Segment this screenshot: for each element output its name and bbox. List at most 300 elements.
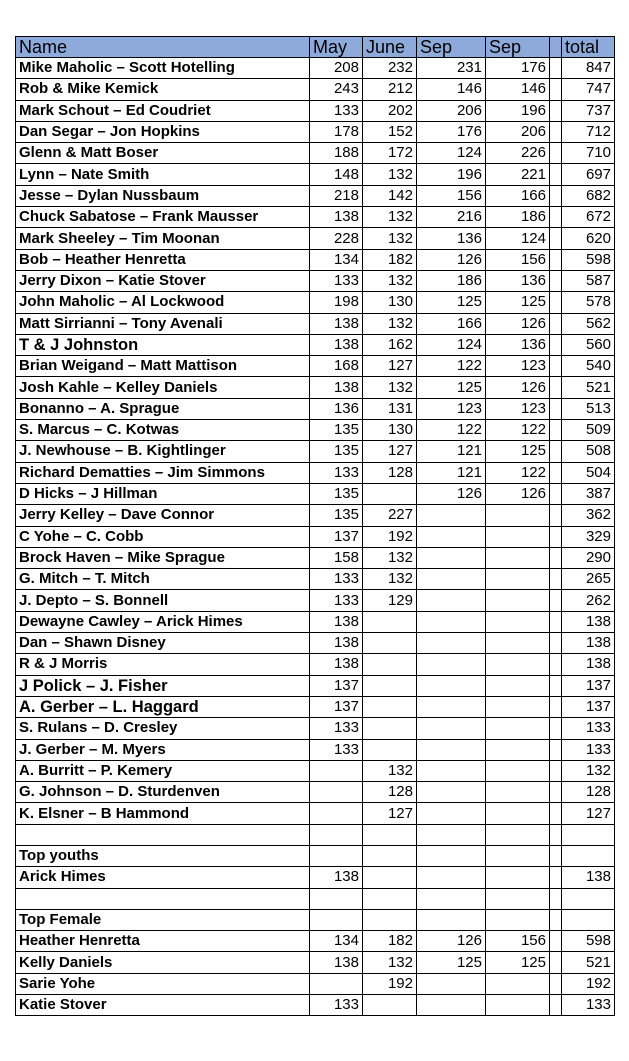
- table-row: [16, 718, 615, 739]
- section-row: [16, 845, 615, 866]
- cell-june: [363, 633, 417, 654]
- cell-sep-1: [417, 824, 486, 845]
- cell-june: 127: [363, 803, 417, 824]
- cell-may: 138: [310, 654, 363, 675]
- cell-sep-2: [486, 909, 550, 930]
- cell-may: 136: [310, 398, 363, 419]
- cell-sep-2: [486, 633, 550, 654]
- cell-sep-1: 121: [417, 441, 486, 462]
- cell-total: 192: [562, 973, 615, 994]
- cell-may: 188: [310, 143, 363, 164]
- cell-june: 130: [363, 420, 417, 441]
- cell-sep-1: 146: [417, 79, 486, 100]
- cell-total: 521: [562, 377, 615, 398]
- cell-sep-1: 126: [417, 931, 486, 952]
- cell-total: 747: [562, 79, 615, 100]
- cell-sep-2: [486, 569, 550, 590]
- cell-sep-2: 125: [486, 441, 550, 462]
- cell-june: 132: [363, 760, 417, 781]
- cell-may: 138: [310, 377, 363, 398]
- header-row: [16, 37, 615, 58]
- cell-name: Richard Dematties – Jim Simmons: [16, 462, 310, 483]
- table-row: [16, 420, 615, 441]
- cell-spacer: [550, 441, 562, 462]
- cell-sep-1: 122: [417, 420, 486, 441]
- cell-may: 138: [310, 334, 363, 355]
- cell-sep-1: [417, 760, 486, 781]
- table-row: [16, 270, 615, 291]
- table-row: [16, 313, 615, 334]
- header-sep-2: Sep: [486, 37, 550, 58]
- cell-sep-2: [486, 696, 550, 717]
- cell-name: Arick Himes: [16, 867, 310, 888]
- cell-spacer: [550, 611, 562, 632]
- cell-sep-1: 124: [417, 143, 486, 164]
- cell-sep-2: [486, 718, 550, 739]
- table-row: [16, 356, 615, 377]
- cell-sep-2: 126: [486, 377, 550, 398]
- table-row: [16, 100, 615, 121]
- cell-total: 265: [562, 569, 615, 590]
- table-row: [16, 462, 615, 483]
- cell-sep-1: [417, 718, 486, 739]
- cell-sep-2: 124: [486, 228, 550, 249]
- cell-may: 134: [310, 249, 363, 270]
- cell-may: [310, 760, 363, 781]
- cell-total: 137: [562, 675, 615, 696]
- cell-spacer: [550, 888, 562, 909]
- cell-sep-1: 122: [417, 356, 486, 377]
- cell-sep-1: [417, 888, 486, 909]
- cell-sep-2: [486, 760, 550, 781]
- cell-spacer: [550, 292, 562, 313]
- cell-sep-1: 216: [417, 207, 486, 228]
- cell-total: 127: [562, 803, 615, 824]
- cell-total: 697: [562, 164, 615, 185]
- cell-spacer: [550, 803, 562, 824]
- cell-name: S. Rulans – D. Cresley: [16, 718, 310, 739]
- cell-name: Bonanno – A. Sprague: [16, 398, 310, 419]
- cell-june: 132: [363, 952, 417, 973]
- table-row: [16, 888, 615, 909]
- cell-sep-2: [486, 505, 550, 526]
- header-june: June: [363, 37, 417, 58]
- cell-june: [363, 718, 417, 739]
- cell-june: 142: [363, 185, 417, 206]
- cell-june: 227: [363, 505, 417, 526]
- cell-may: 138: [310, 867, 363, 888]
- table-row: [16, 377, 615, 398]
- cell-may: 138: [310, 633, 363, 654]
- cell-sep-2: [486, 611, 550, 632]
- cell-june: 130: [363, 292, 417, 313]
- table-row: [16, 654, 615, 675]
- cell-may: 148: [310, 164, 363, 185]
- cell-sep-2: [486, 824, 550, 845]
- cell-name: Mike Maholic – Scott Hotelling: [16, 58, 310, 79]
- cell-total: 138: [562, 867, 615, 888]
- table-row: [16, 952, 615, 973]
- cell-june: [363, 675, 417, 696]
- header-name: Name: [16, 37, 310, 58]
- cell-june: [363, 888, 417, 909]
- table-row: [16, 121, 615, 142]
- cell-sep-1: [417, 675, 486, 696]
- cell-spacer: [550, 654, 562, 675]
- cell-total: 598: [562, 249, 615, 270]
- cell-total: [562, 824, 615, 845]
- cell-total: 133: [562, 995, 615, 1016]
- cell-sep-1: 196: [417, 164, 486, 185]
- cell-june: 132: [363, 270, 417, 291]
- cell-name: Jerry Dixon – Katie Stover: [16, 270, 310, 291]
- standings-table: [15, 36, 615, 1016]
- cell-june: 162: [363, 334, 417, 355]
- cell-total: 682: [562, 185, 615, 206]
- cell-total: 262: [562, 590, 615, 611]
- cell-total: 847: [562, 58, 615, 79]
- cell-sep-1: [417, 633, 486, 654]
- cell-name: John Maholic – Al Lockwood: [16, 292, 310, 313]
- cell-june: 132: [363, 547, 417, 568]
- header-may: May: [310, 37, 363, 58]
- cell-june: 131: [363, 398, 417, 419]
- cell-name: D Hicks – J Hillman: [16, 483, 310, 504]
- table-row: [16, 249, 615, 270]
- cell-name: J. Depto – S. Bonnell: [16, 590, 310, 611]
- cell-spacer: [550, 633, 562, 654]
- cell-name: Rob & Mike Kemick: [16, 79, 310, 100]
- table-row: [16, 547, 615, 568]
- cell-total: 138: [562, 654, 615, 675]
- cell-name: Jerry Kelley – Dave Connor: [16, 505, 310, 526]
- cell-spacer: [550, 718, 562, 739]
- cell-june: [363, 909, 417, 930]
- cell-sep-1: [417, 803, 486, 824]
- table-row: [16, 334, 615, 355]
- cell-spacer: [550, 143, 562, 164]
- cell-spacer: [550, 909, 562, 930]
- cell-june: [363, 696, 417, 717]
- table-row: [16, 973, 615, 994]
- cell-may: 133: [310, 718, 363, 739]
- cell-sep-1: [417, 505, 486, 526]
- header-spacer: [550, 37, 562, 58]
- table-row: [16, 79, 615, 100]
- section-row: [16, 909, 615, 930]
- cell-june: 212: [363, 79, 417, 100]
- cell-june: 127: [363, 441, 417, 462]
- cell-name: T & J Johnston: [16, 334, 310, 355]
- cell-spacer: [550, 526, 562, 547]
- cell-name: C Yohe – C. Cobb: [16, 526, 310, 547]
- cell-name: Dan Segar – Jon Hopkins: [16, 121, 310, 142]
- table-row: [16, 782, 615, 803]
- cell-spacer: [550, 185, 562, 206]
- cell-june: 172: [363, 143, 417, 164]
- cell-sep-1: [417, 845, 486, 866]
- cell-spacer: [550, 569, 562, 590]
- cell-may: 133: [310, 100, 363, 121]
- cell-sep-2: 221: [486, 164, 550, 185]
- cell-spacer: [550, 973, 562, 994]
- cell-total: [562, 888, 615, 909]
- cell-june: 132: [363, 164, 417, 185]
- cell-name: Mark Schout – Ed Coudriet: [16, 100, 310, 121]
- cell-total: 504: [562, 462, 615, 483]
- cell-spacer: [550, 739, 562, 760]
- cell-spacer: [550, 228, 562, 249]
- cell-may: 228: [310, 228, 363, 249]
- cell-sep-2: 206: [486, 121, 550, 142]
- cell-spacer: [550, 824, 562, 845]
- table-row: [16, 803, 615, 824]
- cell-june: 182: [363, 931, 417, 952]
- cell-total: 133: [562, 739, 615, 760]
- cell-name: Top Female: [16, 909, 310, 930]
- cell-may: 135: [310, 483, 363, 504]
- cell-total: 132: [562, 760, 615, 781]
- cell-june: 232: [363, 58, 417, 79]
- cell-spacer: [550, 505, 562, 526]
- cell-may: 138: [310, 313, 363, 334]
- cell-may: [310, 845, 363, 866]
- cell-may: [310, 888, 363, 909]
- cell-sep-2: 226: [486, 143, 550, 164]
- cell-total: [562, 845, 615, 866]
- cell-may: 137: [310, 675, 363, 696]
- cell-total: 587: [562, 270, 615, 291]
- cell-total: 138: [562, 611, 615, 632]
- cell-name: Dan – Shawn Disney: [16, 633, 310, 654]
- table-row: [16, 696, 615, 717]
- cell-total: 133: [562, 718, 615, 739]
- table-row: [16, 526, 615, 547]
- cell-sep-1: 156: [417, 185, 486, 206]
- cell-sep-1: 121: [417, 462, 486, 483]
- cell-total: 509: [562, 420, 615, 441]
- cell-june: 132: [363, 207, 417, 228]
- cell-total: 620: [562, 228, 615, 249]
- cell-may: [310, 803, 363, 824]
- table-row: [16, 505, 615, 526]
- cell-june: 132: [363, 313, 417, 334]
- cell-total: 290: [562, 547, 615, 568]
- cell-sep-1: [417, 547, 486, 568]
- cell-spacer: [550, 334, 562, 355]
- cell-total: 137: [562, 696, 615, 717]
- cell-sep-2: 122: [486, 462, 550, 483]
- cell-name: G. Mitch – T. Mitch: [16, 569, 310, 590]
- cell-name: A. Gerber – L. Haggard: [16, 696, 310, 717]
- cell-sep-1: 125: [417, 292, 486, 313]
- cell-total: 521: [562, 952, 615, 973]
- table-row: [16, 824, 615, 845]
- cell-june: [363, 867, 417, 888]
- table-row: [16, 441, 615, 462]
- cell-name: S. Marcus – C. Kotwas: [16, 420, 310, 441]
- cell-may: [310, 973, 363, 994]
- cell-sep-1: [417, 782, 486, 803]
- cell-june: 152: [363, 121, 417, 142]
- cell-may: 133: [310, 270, 363, 291]
- cell-sep-2: 166: [486, 185, 550, 206]
- table-row: [16, 675, 615, 696]
- cell-sep-1: [417, 909, 486, 930]
- cell-june: 128: [363, 462, 417, 483]
- cell-sep-1: 125: [417, 952, 486, 973]
- table-row: [16, 228, 615, 249]
- cell-sep-1: [417, 995, 486, 1016]
- cell-spacer: [550, 675, 562, 696]
- cell-spacer: [550, 270, 562, 291]
- cell-june: [363, 824, 417, 845]
- cell-may: 133: [310, 995, 363, 1016]
- cell-sep-2: [486, 654, 550, 675]
- cell-june: [363, 995, 417, 1016]
- cell-name: Matt Sirrianni – Tony Avenali: [16, 313, 310, 334]
- table-row: [16, 739, 615, 760]
- cell-june: [363, 654, 417, 675]
- cell-sep-2: 156: [486, 931, 550, 952]
- cell-sep-2: [486, 973, 550, 994]
- table-row: [16, 569, 615, 590]
- cell-sep-2: [486, 995, 550, 1016]
- cell-june: 202: [363, 100, 417, 121]
- cell-sep-2: [486, 888, 550, 909]
- cell-name: K. Elsner – B Hammond: [16, 803, 310, 824]
- cell-sep-2: 146: [486, 79, 550, 100]
- cell-name: Josh Kahle – Kelley Daniels: [16, 377, 310, 398]
- table-row: [16, 760, 615, 781]
- cell-name: Top youths: [16, 845, 310, 866]
- cell-sep-1: 176: [417, 121, 486, 142]
- cell-spacer: [550, 398, 562, 419]
- cell-may: [310, 824, 363, 845]
- cell-sep-2: [486, 526, 550, 547]
- table-row: [16, 143, 615, 164]
- cell-spacer: [550, 952, 562, 973]
- header-total: total: [562, 37, 615, 58]
- cell-may: [310, 782, 363, 803]
- cell-may: 135: [310, 441, 363, 462]
- cell-sep-2: [486, 590, 550, 611]
- cell-name: Bob – Heather Henretta: [16, 249, 310, 270]
- cell-sep-2: [486, 782, 550, 803]
- cell-may: 138: [310, 611, 363, 632]
- cell-may: 135: [310, 420, 363, 441]
- cell-june: [363, 739, 417, 760]
- cell-total: 540: [562, 356, 615, 377]
- cell-spacer: [550, 356, 562, 377]
- cell-may: 135: [310, 505, 363, 526]
- cell-name: J. Newhouse – B. Kightlinger: [16, 441, 310, 462]
- cell-may: 138: [310, 207, 363, 228]
- cell-total: 128: [562, 782, 615, 803]
- cell-may: 243: [310, 79, 363, 100]
- cell-name: Mark Sheeley – Tim Moonan: [16, 228, 310, 249]
- cell-june: 132: [363, 228, 417, 249]
- cell-june: 132: [363, 569, 417, 590]
- cell-june: 182: [363, 249, 417, 270]
- cell-total: [562, 909, 615, 930]
- cell-may: 178: [310, 121, 363, 142]
- table-row: [16, 398, 615, 419]
- cell-total: 598: [562, 931, 615, 952]
- cell-spacer: [550, 164, 562, 185]
- cell-sep-1: 126: [417, 483, 486, 504]
- cell-total: 508: [562, 441, 615, 462]
- cell-sep-1: 166: [417, 313, 486, 334]
- cell-spacer: [550, 58, 562, 79]
- cell-total: 362: [562, 505, 615, 526]
- cell-sep-2: 136: [486, 270, 550, 291]
- header-sep-1: Sep: [417, 37, 486, 58]
- cell-spacer: [550, 121, 562, 142]
- cell-spacer: [550, 313, 562, 334]
- cell-spacer: [550, 867, 562, 888]
- cell-sep-1: 186: [417, 270, 486, 291]
- cell-sep-2: [486, 547, 550, 568]
- cell-june: [363, 611, 417, 632]
- cell-may: 168: [310, 356, 363, 377]
- cell-name: Brian Weigand – Matt Mattison: [16, 356, 310, 377]
- cell-spacer: [550, 760, 562, 781]
- cell-sep-1: 206: [417, 100, 486, 121]
- cell-sep-2: 126: [486, 483, 550, 504]
- cell-may: 137: [310, 526, 363, 547]
- cell-spacer: [550, 931, 562, 952]
- cell-spacer: [550, 249, 562, 270]
- cell-sep-2: 186: [486, 207, 550, 228]
- cell-name: Jesse – Dylan Nussbaum: [16, 185, 310, 206]
- cell-name: Lynn – Nate Smith: [16, 164, 310, 185]
- cell-name: Heather Henretta: [16, 931, 310, 952]
- cell-total: 737: [562, 100, 615, 121]
- cell-spacer: [550, 420, 562, 441]
- cell-sep-1: [417, 696, 486, 717]
- cell-sep-1: [417, 973, 486, 994]
- cell-spacer: [550, 782, 562, 803]
- cell-spacer: [550, 696, 562, 717]
- cell-may: 138: [310, 952, 363, 973]
- table-row: [16, 590, 615, 611]
- cell-total: 712: [562, 121, 615, 142]
- cell-total: 578: [562, 292, 615, 313]
- cell-name: Brock Haven – Mike Sprague: [16, 547, 310, 568]
- cell-name: R & J Morris: [16, 654, 310, 675]
- cell-total: 672: [562, 207, 615, 228]
- cell-sep-1: [417, 611, 486, 632]
- cell-sep-2: 156: [486, 249, 550, 270]
- table-row: [16, 931, 615, 952]
- cell-sep-1: 126: [417, 249, 486, 270]
- cell-name: J. Gerber – M. Myers: [16, 739, 310, 760]
- table-row: [16, 995, 615, 1016]
- table-row: [16, 185, 615, 206]
- cell-may: 133: [310, 590, 363, 611]
- table-row: [16, 633, 615, 654]
- cell-name: Dewayne Cawley – Arick Himes: [16, 611, 310, 632]
- cell-sep-2: 126: [486, 313, 550, 334]
- cell-sep-2: 123: [486, 356, 550, 377]
- cell-spacer: [550, 483, 562, 504]
- cell-june: 127: [363, 356, 417, 377]
- cell-june: 132: [363, 377, 417, 398]
- cell-sep-2: 125: [486, 952, 550, 973]
- cell-may: 198: [310, 292, 363, 313]
- cell-total: 562: [562, 313, 615, 334]
